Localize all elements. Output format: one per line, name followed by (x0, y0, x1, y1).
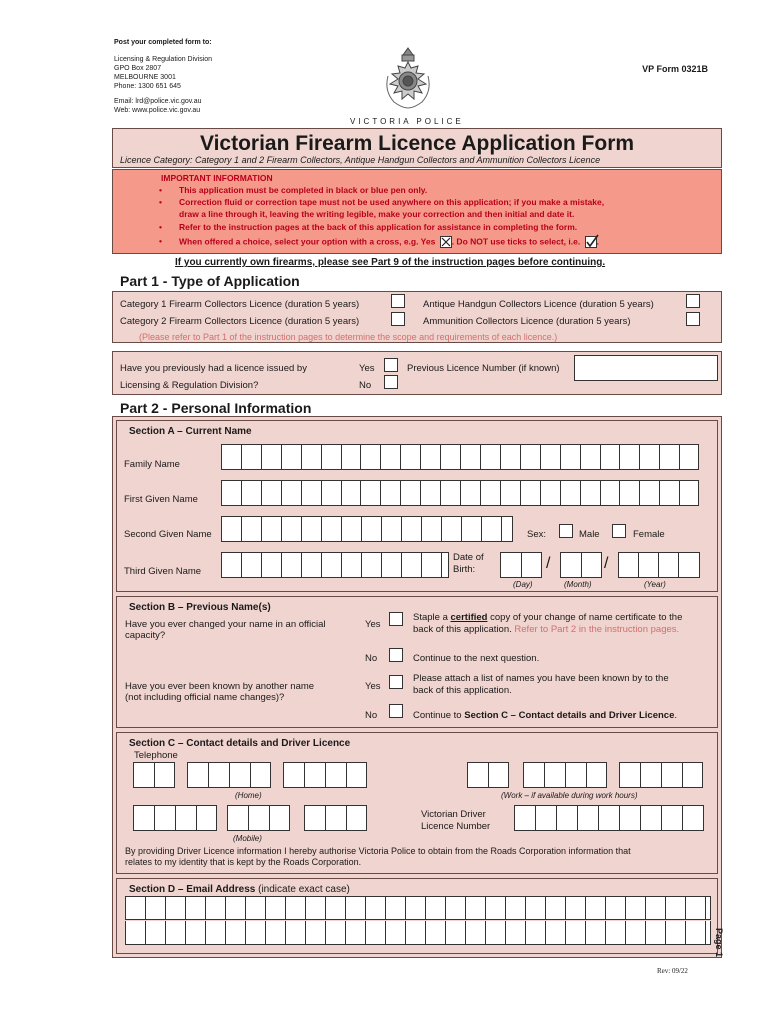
name-change-yes-checkbox[interactable] (389, 612, 403, 626)
antique-checkbox[interactable] (686, 294, 700, 308)
yes-label: Yes (365, 681, 381, 692)
female-label: Female (633, 529, 665, 540)
antique-label: Antique Handgun Collectors Licence (duration 5 years) (423, 299, 654, 310)
dob-year-input[interactable] (618, 552, 700, 578)
driver-licence-label-cont: Licence Number (421, 821, 491, 832)
section-a-heading: Section A – Current Name (129, 426, 252, 437)
female-checkbox[interactable] (612, 524, 626, 538)
agency-name: VICTORIA POLICE (350, 117, 464, 126)
home-phone-input-b[interactable] (283, 762, 367, 788)
important-information-box (112, 169, 722, 254)
staple-instruction: Staple a certified copy of your change of name certificate to the (413, 612, 683, 623)
third-name-label: Third Given Name (124, 566, 202, 577)
driver-licence-label: Victorian Driver (421, 809, 486, 820)
home-phone-input-a[interactable] (187, 762, 271, 788)
page-title: Victorian Firearm Licence Application Form (199, 132, 635, 155)
sex-label: Sex: (527, 529, 547, 540)
title-box (112, 128, 722, 168)
instruction-item: • This application must be completed in black or blue pen only. (159, 185, 428, 195)
day-hint: (Day) (513, 580, 533, 589)
year-hint: (Year) (644, 580, 666, 589)
male-checkbox[interactable] (559, 524, 573, 538)
month-hint: (Month) (564, 580, 592, 589)
no-label: No (365, 653, 378, 664)
first-name-label: First Given Name (124, 494, 198, 505)
dob-day-input[interactable] (500, 552, 542, 578)
mobile-hint: (Mobile) (233, 834, 262, 843)
address-line: MELBOURNE 3001 (114, 74, 176, 81)
other-name-yes-checkbox[interactable] (389, 675, 403, 689)
male-label: Male (579, 529, 600, 540)
part1-box (112, 291, 722, 343)
prev-licence-yes-checkbox[interactable] (384, 358, 398, 372)
staple-instruction-cont: back of this application. Refer to Part 2 in the instruction pages. (413, 624, 680, 635)
section-b-heading: Section B – Previous Name(s) (129, 602, 271, 613)
licence-category-subtitle: Licence Category: Category 1 and 2 Firearm Collectors, Antique Handgun Collectors and Ammunition Collectors Licence (120, 155, 601, 165)
date-separator: / (604, 555, 609, 572)
telephone-label: Telephone (134, 750, 178, 761)
second-name-label: Second Given Name (124, 529, 212, 540)
authorisation-text-cont: relates to my identity that is kept by the Roads Corporation. (125, 857, 362, 867)
previous-licence-box (112, 351, 722, 395)
home-hint: (Home) (235, 791, 262, 800)
second-name-input[interactable] (221, 516, 513, 542)
no-label: No (365, 710, 378, 721)
instruction-item: • Correction fluid or correction tape must not be used anywhere on this application; if you make a mistake, (159, 197, 605, 207)
dob-month-input[interactable] (560, 552, 602, 578)
attach-instruction: Please attach a list of names you have been known by to the (413, 673, 669, 684)
section-c (116, 732, 718, 874)
section-d (116, 878, 718, 954)
yes-label: Yes (365, 619, 381, 630)
email-line: Email: lrd@police.vic.gov.au (114, 98, 202, 105)
prev-licence-question: Have you previously had a licence issued by (120, 363, 307, 374)
date-separator: / (546, 555, 551, 572)
continue-next-label: Continue to the next question. (413, 653, 540, 664)
instruction-item-cont: draw a line through it, leaving the writing legible, make your correction and then initial and date it. (179, 209, 575, 219)
instruction-item: • When offered a choice, select your option with a cross, e.g. Yes . Do NOT use ticks to select, i.e. . (159, 236, 599, 247)
family-name-label: Family Name (124, 459, 180, 470)
third-name-input[interactable] (221, 552, 449, 578)
work-area-code-input[interactable] (467, 762, 509, 788)
dob-label: Date of (453, 552, 484, 563)
return-address (114, 38, 212, 115)
cat2-label: Category 2 Firearm Collectors Licence (duration 5 years) (120, 316, 360, 327)
address-line: GPO Box 2807 (114, 65, 162, 72)
work-hint: (Work – if available during work hours) (501, 791, 638, 800)
attach-instruction-cont: back of this application. (413, 685, 512, 696)
important-heading: IMPORTANT INFORMATION (161, 173, 273, 183)
ammo-checkbox[interactable] (686, 312, 700, 326)
prev-licence-no-checkbox[interactable] (384, 375, 398, 389)
firearms-notice: If you currently own firearms, please see Part 9 of the instruction pages before continuing. (175, 257, 606, 268)
web-line: Web: www.police.vic.gov.au (114, 107, 201, 114)
authorisation-text: By providing Driver Licence information I hereby authorise Victoria Police to obtain from the Roads Corporation information that (125, 846, 631, 856)
cat2-checkbox[interactable] (391, 312, 405, 326)
work-phone-input-b[interactable] (619, 762, 703, 788)
part1-heading: Part 1 - Type of Application (120, 273, 300, 289)
email-input-row-2[interactable] (125, 921, 711, 945)
post-to-label: Post your completed form to: (114, 39, 212, 46)
cross-example-icon (440, 236, 452, 248)
section-a (116, 420, 718, 592)
mobile-input-c[interactable] (304, 805, 367, 831)
victoria-police-crest-icon (380, 46, 436, 112)
continue-section-c-label: Continue to Section C – Contact details and Driver Licence. (413, 710, 677, 721)
instruction-item: • Refer to the instruction pages at the back of this application for assistance in completing the form. (159, 222, 578, 232)
part2-heading: Part 2 - Personal Information (120, 400, 312, 416)
section-d-heading: Section D – Email Address (indicate exact case) (129, 884, 350, 895)
name-change-question-cont: capacity? (125, 630, 166, 641)
mobile-input-a[interactable] (133, 805, 217, 831)
prev-licence-question-cont: Licensing & Regulation Division? (120, 380, 259, 391)
email-input-row-1[interactable] (125, 896, 711, 920)
first-name-input[interactable] (221, 480, 699, 506)
no-label: No (359, 380, 372, 391)
part1-note: (Please refer to Part 1 of the instruction pages to determine the scope and requirements of each licence.) (139, 332, 558, 342)
section-c-heading: Section C – Contact details and Driver Licence (129, 738, 351, 749)
prev-licence-number-label: Previous Licence Number (if known) (407, 363, 560, 374)
section-b (116, 596, 718, 728)
other-name-no-checkbox[interactable] (389, 704, 403, 718)
prev-licence-number-input[interactable] (574, 355, 718, 381)
driver-licence-input[interactable] (514, 805, 704, 831)
cat1-checkbox[interactable] (391, 294, 405, 308)
page-number: Page 1 (714, 928, 724, 958)
cat1-label: Category 1 Firearm Collectors Licence (duration 5 years) (120, 299, 360, 310)
ammo-label: Ammunition Collectors Licence (duration 5 years) (423, 316, 631, 327)
other-name-question: Have you ever been known by another name (125, 681, 315, 692)
form-number: VP Form 0321B (642, 64, 708, 74)
tick-example-icon (585, 236, 597, 248)
name-change-question: Have you ever changed your name in an official (125, 619, 326, 630)
address-line: Licensing & Regulation Division (114, 56, 213, 63)
work-phone-input-a[interactable] (523, 762, 607, 788)
dob-label-cont: Birth: (453, 564, 476, 575)
phone-line: Phone: 1300 651 645 (114, 83, 181, 90)
yes-label: Yes (359, 363, 375, 374)
home-area-code-input[interactable] (133, 762, 175, 788)
other-name-question-cont: (not including official name changes)? (125, 692, 285, 703)
revision-label: Rev: 09/22 (657, 967, 688, 975)
name-change-no-checkbox[interactable] (389, 648, 403, 662)
family-name-input[interactable] (221, 444, 699, 470)
mobile-input-b[interactable] (227, 805, 290, 831)
